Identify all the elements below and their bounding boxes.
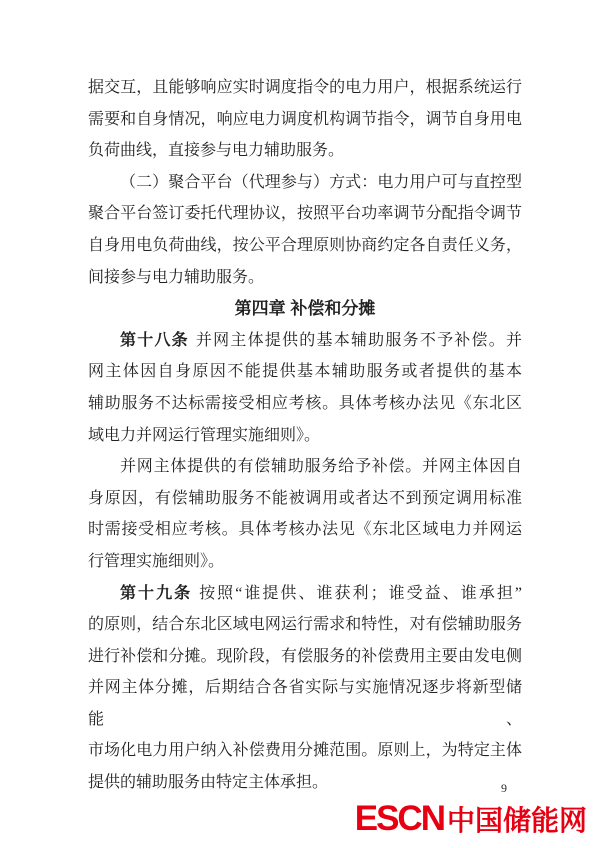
document-body xyxy=(88,72,522,799)
text-line: 的原则，结合东北区域电网运行需求和特性，对有偿辅助服务 xyxy=(88,616,522,634)
text-line: 身原因，有偿辅助服务不能被调用或者达不到预定调用标准 xyxy=(88,489,522,507)
text-line: 并网主体提供的有偿辅助服务给予补偿。并网主体因自 xyxy=(120,458,522,476)
text-line: （二）聚合平台（代理参与）方式：电力用户可与直控型 xyxy=(120,173,522,191)
text-line: 负荷曲线，直接参与电力辅助服务。 xyxy=(88,142,345,160)
article-number: 第十九条 xyxy=(120,584,193,602)
text-line: 市场化电力用户纳入补偿费用分摊范围。原则上，为特定主体 xyxy=(88,742,522,760)
escn-logo-latin: ESCN xyxy=(354,799,444,838)
text-line: 辅助服务不达标需接受相应考核。具体考核办法见《东北区 xyxy=(88,394,522,412)
text-line: 据交互，且能够响应实时调度指令的电力用户，根据系统运行 xyxy=(88,79,522,96)
text-line xyxy=(88,325,522,357)
escn-logo-chinese: 中国储能网 xyxy=(446,805,587,836)
text-line: 网主体因自身原因不能提供基本辅助服务或者提供的基本 xyxy=(88,363,522,381)
text-line: 间接参与电力辅助服务。 xyxy=(88,268,265,286)
text-line: 提供的辅助服务由特定主体承担。 xyxy=(88,774,329,792)
text-line: 自身用电负荷曲线，按公平合理原则协商约定各自责任义务， xyxy=(88,236,522,254)
text-line: 并网主体分摊，后期结合各省实际与实施情况逐步将新型储能、 xyxy=(88,679,522,728)
text-line: 进行补偿和分摊。现阶段，有偿服务的补偿费用主要由发电侧 xyxy=(88,647,522,665)
page-number: 9 xyxy=(501,781,507,795)
text-line-rest: 按照“谁提供、谁获利；谁受益、谁承担” xyxy=(199,584,522,602)
text-line: 行管理实施细则》。 xyxy=(88,552,225,570)
text-line-rest: 并网主体提供的基本辅助服务不予补偿。并 xyxy=(195,331,522,349)
text-line: 时需接受相应考核。具体考核办法见《东北区域电力并网运 xyxy=(88,521,522,539)
text-line xyxy=(88,578,522,610)
text-line: 域电力并网运行管理实施细则》。 xyxy=(88,426,321,444)
article-number: 第十八条 xyxy=(120,331,189,349)
text-line: 需要和自身情况，响应电力调度机构调节指令，调节自身用电 xyxy=(88,110,522,128)
text-line: 聚合平台签订委托代理协议，按照平台功率调节分配指令调节 xyxy=(88,205,522,223)
escn-logo xyxy=(355,799,587,839)
chapter-heading: 第四章 补偿和分摊 xyxy=(234,299,376,319)
